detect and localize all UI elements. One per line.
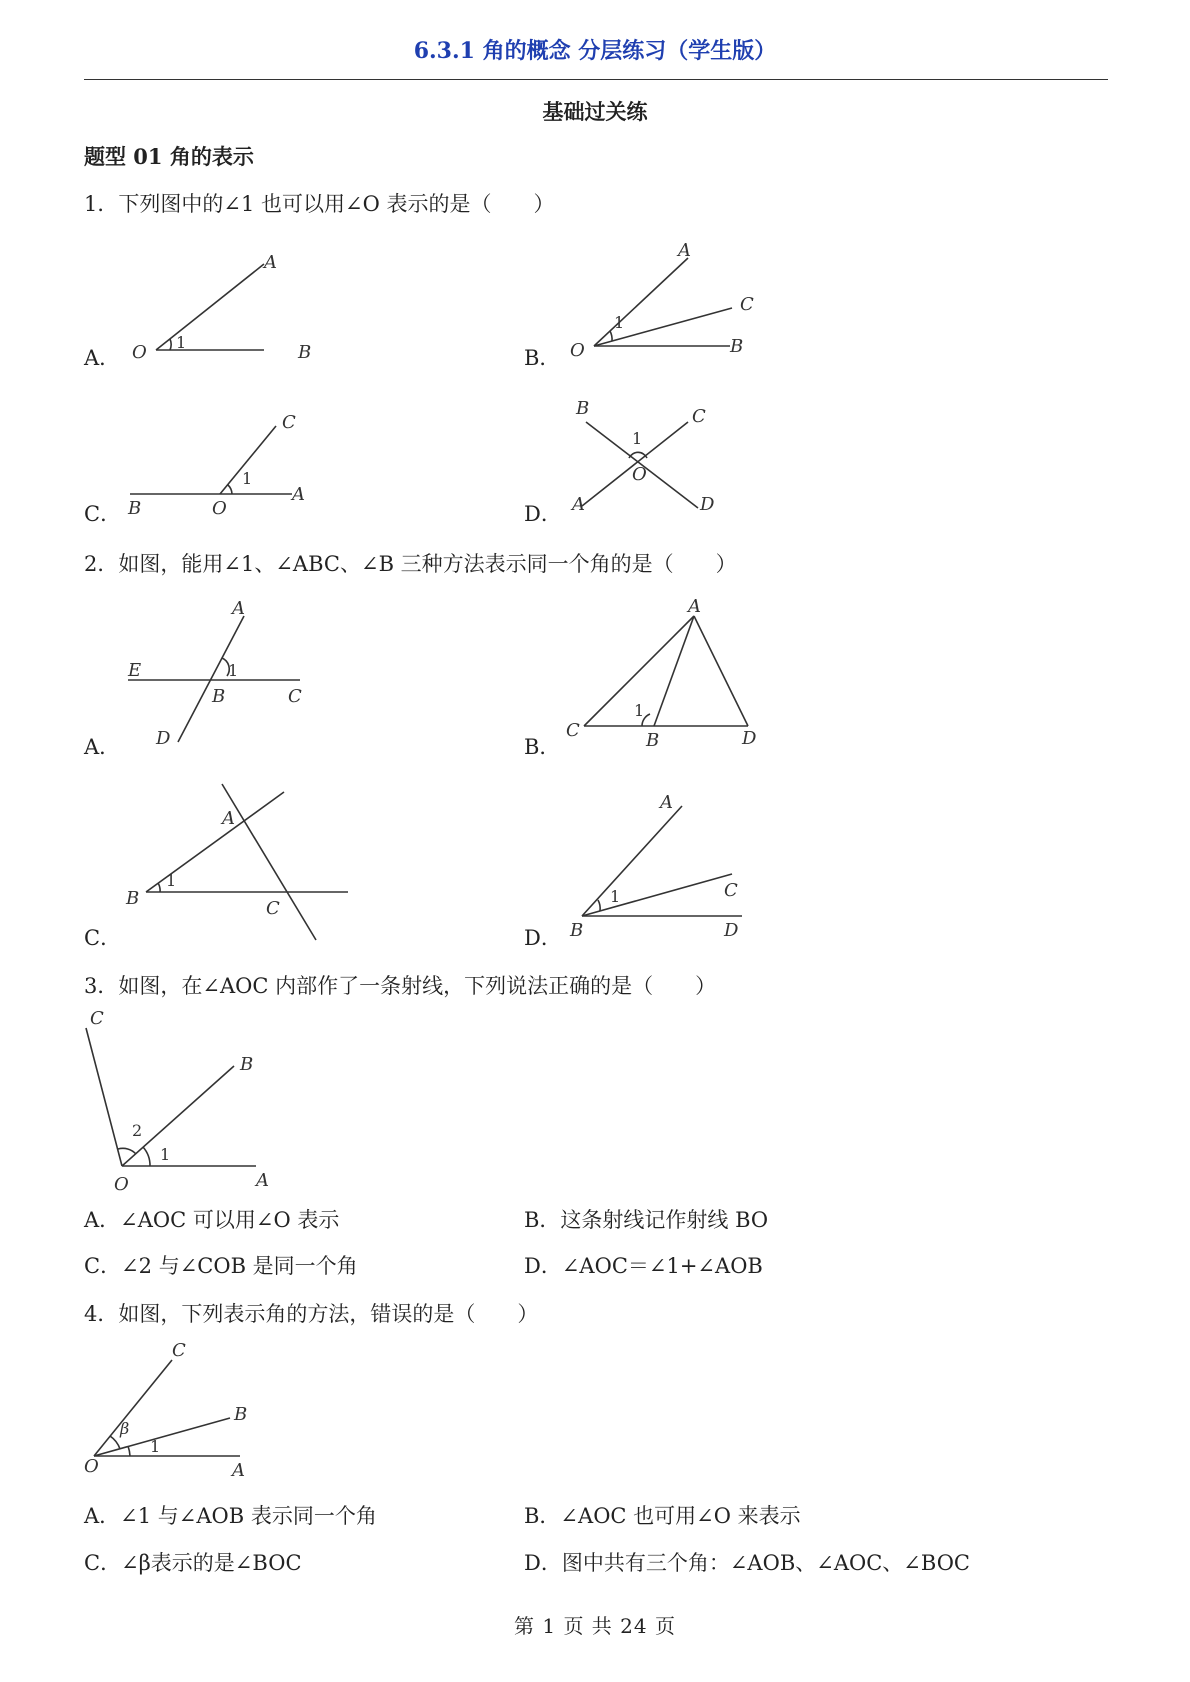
section-title: 基础过关练 xyxy=(542,99,648,124)
type01-heading: 题型 01 角的表示 xyxy=(84,144,254,169)
label: B xyxy=(212,686,226,707)
angle-arc xyxy=(158,883,160,892)
q1-option-a-label: A． xyxy=(84,346,121,370)
label: 1 xyxy=(614,313,625,332)
q2-stem: 2．如图，能用∠1、∠ABC、∠B 三种方法表示同一个角的是（ ） xyxy=(84,552,737,576)
label: A xyxy=(572,494,585,515)
side-ad xyxy=(694,616,748,726)
label: D xyxy=(700,494,715,515)
q2-figure-b xyxy=(564,596,764,751)
q1-option-b-label: B． xyxy=(524,346,561,370)
label: O xyxy=(132,342,147,363)
q1-option-c-label: C． xyxy=(84,502,122,526)
label: C xyxy=(724,880,738,901)
q2-option-c-label: C． xyxy=(84,926,122,950)
label: β xyxy=(120,1419,130,1438)
q1-figure-b xyxy=(566,238,766,363)
label: 1 xyxy=(634,701,645,720)
q4-option-a: A．∠1 与∠AOB 表示同一个角 xyxy=(84,1504,377,1528)
label: B xyxy=(576,398,590,419)
label: C xyxy=(566,720,580,741)
label: B xyxy=(570,920,584,941)
label: O xyxy=(114,1174,129,1195)
q2-option-a-label: A． xyxy=(84,735,121,759)
label: A xyxy=(256,1170,269,1191)
header-rule xyxy=(84,79,1108,80)
q3-option-a: A．∠AOC 可以用∠O 表示 xyxy=(84,1208,340,1232)
label: 1 xyxy=(150,1437,161,1456)
q2-figure-a xyxy=(124,596,324,756)
label: D xyxy=(742,728,757,749)
label: D xyxy=(724,920,739,941)
ray-oc xyxy=(94,1360,172,1456)
q1-option-d-label: D． xyxy=(524,502,562,526)
label: 1 xyxy=(610,887,621,906)
label: 1 xyxy=(242,469,253,488)
q2-figure-c xyxy=(124,780,354,950)
label: O xyxy=(570,340,585,361)
angle-arc xyxy=(598,900,600,911)
label: O xyxy=(84,1456,99,1477)
angle-arc xyxy=(170,339,171,350)
q3-figure xyxy=(80,1004,300,1194)
angle-arc xyxy=(610,331,612,341)
label: O xyxy=(212,498,227,519)
label: 1 xyxy=(632,429,643,448)
label: C xyxy=(740,294,754,315)
label: C xyxy=(282,412,296,433)
q3-option-b: B．这条射线记作射线 BO xyxy=(524,1208,769,1232)
label: C xyxy=(692,406,706,427)
label: B xyxy=(298,342,312,363)
label: 1 xyxy=(166,871,177,890)
angle-arc-2 xyxy=(118,1148,136,1154)
label: D xyxy=(156,728,171,749)
angle-arc-beta xyxy=(110,1436,120,1449)
ray-oa xyxy=(156,264,264,350)
angle-arc-1 xyxy=(128,1446,130,1456)
ray-ob xyxy=(94,1418,230,1456)
ray-ba xyxy=(582,806,682,916)
label: B xyxy=(126,888,140,909)
q3-option-c: C．∠2 与∠COB 是同一个角 xyxy=(84,1254,358,1278)
q1-figure-d xyxy=(570,396,750,522)
label: 1 xyxy=(228,661,239,680)
label: 2 xyxy=(132,1121,143,1140)
q1-figure-c xyxy=(124,410,324,520)
q4-stem: 4．如图，下列表示角的方法，错误的是（ ） xyxy=(84,1302,539,1326)
q4-option-b: B．∠AOC 也可用∠O 来表示 xyxy=(524,1504,801,1528)
label: B xyxy=(240,1054,254,1075)
label: A xyxy=(232,1460,245,1481)
label: A xyxy=(222,808,235,829)
label: E xyxy=(128,660,142,681)
label: C xyxy=(90,1008,104,1029)
label: A xyxy=(678,240,691,261)
label: A xyxy=(292,484,305,505)
q1-stem: 1．下列图中的∠1 也可以用∠O 表示的是（ ） xyxy=(84,192,555,216)
ray-ob xyxy=(122,1066,234,1166)
q2-option-d-label: D． xyxy=(524,926,562,950)
label: A xyxy=(264,252,277,273)
q2-figure-d xyxy=(566,790,766,940)
angle-arc xyxy=(228,485,232,494)
label: A xyxy=(688,596,701,617)
label: C xyxy=(172,1340,186,1361)
label: B xyxy=(234,1404,248,1425)
label: 1 xyxy=(176,333,187,352)
page-footer: 第 1 页 共 24 页 xyxy=(514,1614,676,1638)
label: C xyxy=(288,686,302,707)
q4-option-c: C．∠β表示的是∠BOC xyxy=(84,1551,302,1575)
q3-stem: 3．如图，在∠AOC 内部作了一条射线，下列说法正确的是（ ） xyxy=(84,974,717,998)
label: A xyxy=(232,598,245,619)
q3-option-d: D．∠AOC＝∠1+∠AOB xyxy=(524,1254,763,1278)
ray-oc xyxy=(86,1028,122,1166)
page-title: 6.3.1 角的概念 分层练习（学生版） xyxy=(413,38,777,64)
label: B xyxy=(128,498,142,519)
segment-ab xyxy=(654,616,694,726)
q4-figure xyxy=(80,1338,280,1481)
label: B xyxy=(646,730,660,751)
label: 1 xyxy=(160,1145,171,1164)
q2-option-b-label: B． xyxy=(524,735,561,759)
angle-arc-1 xyxy=(143,1147,150,1166)
label: B xyxy=(730,336,744,357)
q1-figure-a xyxy=(124,246,324,366)
label: O xyxy=(632,464,647,485)
label: C xyxy=(266,898,280,919)
ray-bc xyxy=(582,874,732,916)
label: A xyxy=(660,792,673,813)
q4-option-d: D．图中共有三个角：∠AOB、∠AOC、∠BOC xyxy=(524,1551,970,1575)
